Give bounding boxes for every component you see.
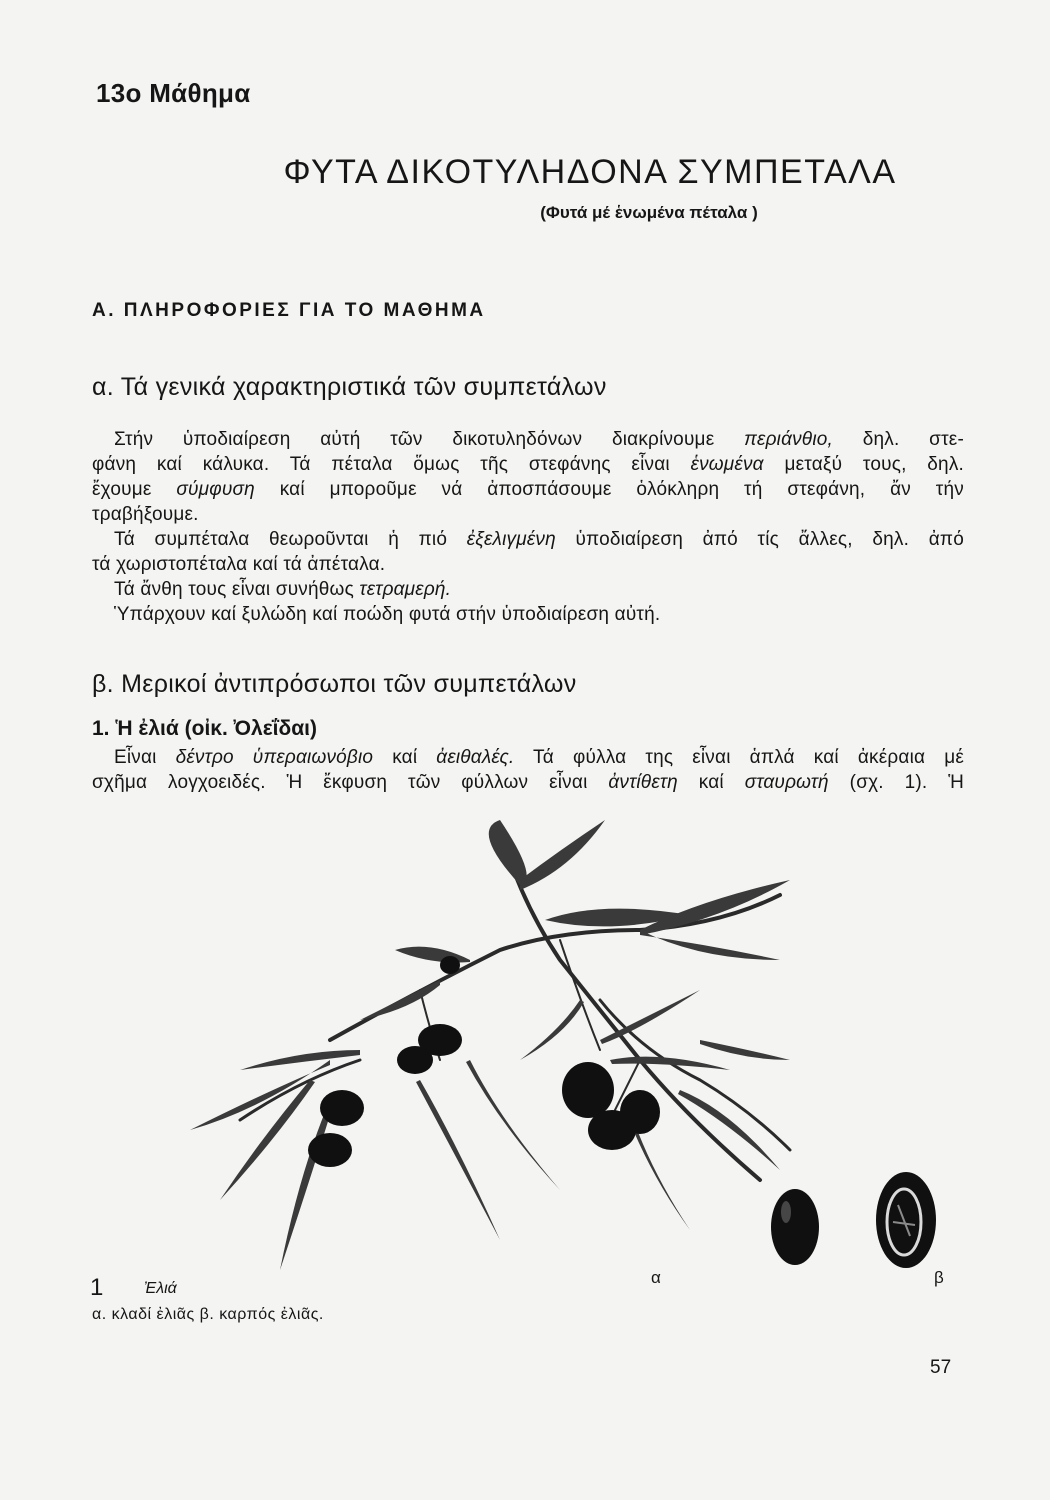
text-line: ἔχουμε σύμφυση καί μποροῦμε νά ἀποσπάσουμε ὁλόκληρη τή στεφάνη, ἄν τήν xyxy=(92,479,964,500)
figure-caption: α. κλαδί ἐλιᾶς β. καρπός ἐλιᾶς. xyxy=(92,1306,324,1323)
text-line: φάνη καί κάλυκα. Τά πέταλα ὅμως τῆς στεφάνης εἶναι ἑνωμένα μεταξύ τους, δηλ. xyxy=(92,454,964,475)
text-line: τά χωριστοπέταλα καί τά ἀπέταλα. xyxy=(92,554,386,575)
page-title: ΦΥΤΑ ΔΙΚΟΤΥΛΗΔΟΝΑ ΣΥΜΠΕΤΑΛΑ xyxy=(283,153,897,191)
figure-label-a: α xyxy=(651,1268,661,1287)
page-subtitle: (Φυτά μέ ἑνωμένα πέταλα ) xyxy=(540,203,758,222)
text-line: σχῆμα λογχοειδές. Ἡ ἔκφυση τῶν φύλλων εἶναι ἀντίθετη καί σταυρωτή (σχ. 1). Ἡ xyxy=(92,772,965,793)
text-line: Τά συμπέταλα θεωροῦνται ἡ πιό ἐξελιγμένη ὑποδιαίρεση ἀπό τίς ἄλλες, δηλ. ἀπό xyxy=(114,529,964,550)
figure-title: Ἐλιά xyxy=(144,1280,177,1297)
figure-number: 1 xyxy=(90,1274,104,1301)
subsection-b-heading: β. Μερικοί ἀντιπρόσωποι τῶν συμπετάλων xyxy=(92,670,577,698)
figure-label-b: β xyxy=(934,1268,944,1287)
page-number: 57 xyxy=(930,1357,952,1378)
subsection-a-heading: α. Τά γενικά χαρακτηριστικά τῶν συμπετάλων xyxy=(92,373,607,401)
text-line: Εἶναι δέντρο ὑπεραιωνόβιο καί ἀειθαλές. Τά φύλλα της εἶναι ἁπλά καί ἀκέραια μέ xyxy=(114,747,965,768)
text-line: Τά ἄνθη τους εἶναι συνήθως τετραμερή. xyxy=(114,579,452,600)
text-line: τραβήξουμε. xyxy=(92,504,199,525)
olive-heading: 1. Ἡ ἐλιά (οἰκ. Ὀλεΐδαι) xyxy=(92,717,317,740)
lesson-number: 13ο Μάθημα xyxy=(96,78,251,108)
section-a-heading: Α. ΠΛΗΡΟΦΟΡΙΕΣ ΓΙΑ ΤΟ ΜΑΘΗΜΑ xyxy=(92,300,486,321)
text-line: Ὑπάρχουν καί ξυλώδη καί ποώδη φυτά στήν ὑποδιαίρεση αὐτή. xyxy=(114,604,661,625)
text-line: Στήν ὑποδιαίρεση αὐτή τῶν δικοτυληδόνων διακρίνουμε περιάνθιο, δηλ. στε- xyxy=(114,429,964,450)
